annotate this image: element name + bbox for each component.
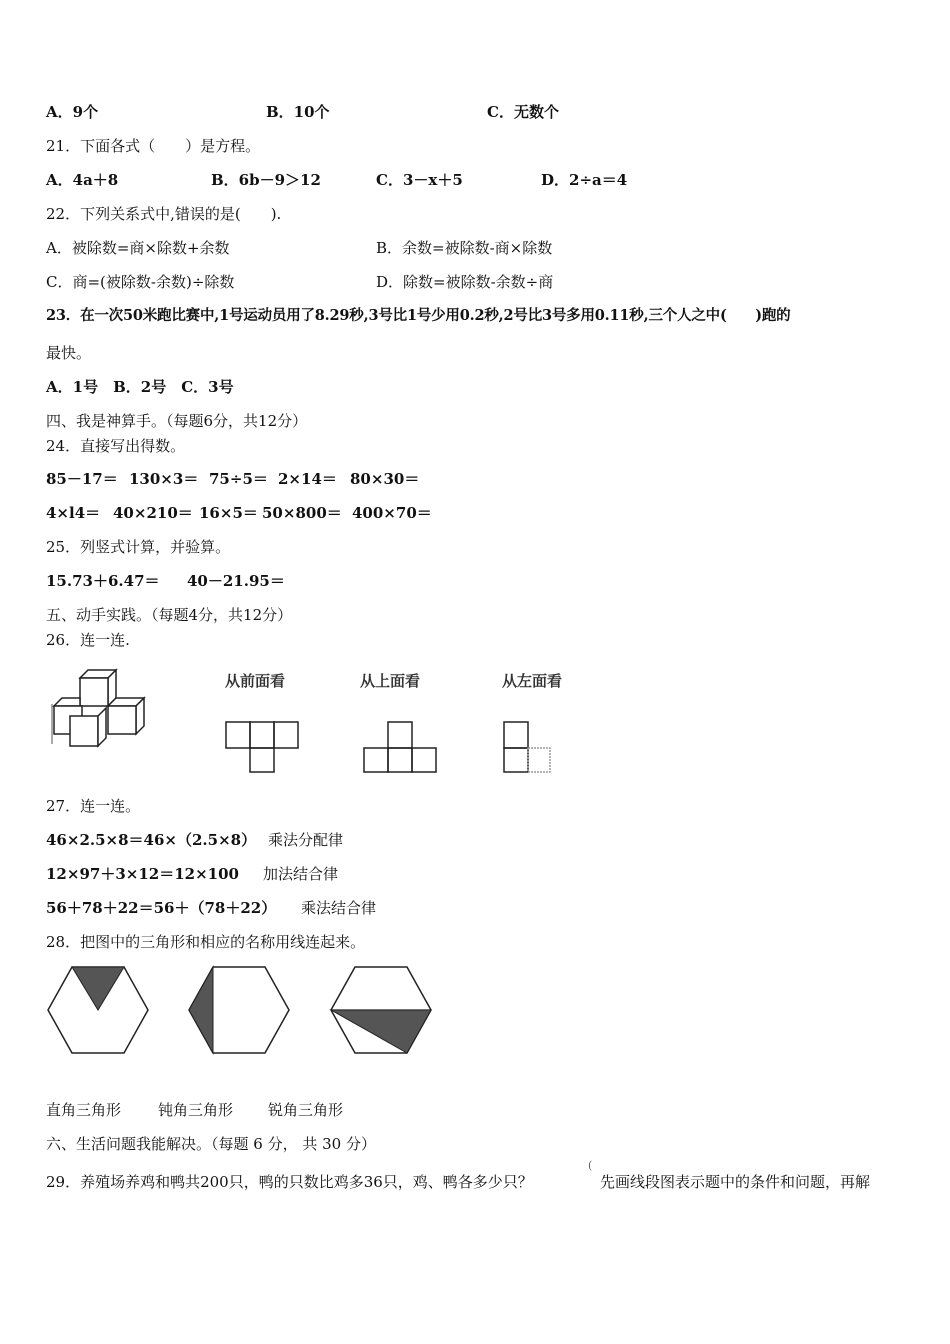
q24-row2-item: 50×800＝ [262,504,342,522]
q29-paren: ( [588,1159,593,1172]
q26-stem: 26．连一连. [46,631,130,649]
q27-expression: 12×97＋3×12＝12×100 [46,865,239,883]
hexagon-figure-1 [46,964,150,1056]
q22-option-a: A．被除数=商×除数+余数 [46,239,230,257]
view-caption-left: 从左面看 [502,672,563,690]
triangle-name: 锐角三角形 [268,1101,344,1119]
q20-option-c: C．无数个 [487,103,559,121]
q25-stem: 25．列竖式计算，并验算。 [46,538,231,556]
q21-option-d: D．2÷a＝4 [541,171,628,189]
front-view-figure [224,720,304,775]
q20-option-a: A．9个 [46,103,99,121]
triangle-name: 钝角三角形 [158,1101,234,1119]
view-caption-top: 从上面看 [360,672,421,690]
top-view-figure [362,720,442,775]
q23-stem-line2: 最快。 [46,344,92,362]
section-4-title: 四、我是神算手。（每题6分，共12分） [46,412,308,430]
q22-option-b: B．余数=被除数-商×除数 [376,239,553,257]
hexagon-figure-3 [329,964,433,1056]
q24-row2-item: 4×l4＝ [46,504,101,522]
q24-row1-item: 130×3＝ [129,470,199,488]
section-6-title: 六、生活问题我能解决。（每题 6 分， 共 30 分） [46,1135,376,1153]
q27-law: 乘法分配律 [268,831,344,849]
q24-row1-item: 75÷5＝ [209,470,268,488]
left-view-figure [502,720,562,775]
q24-stem: 24．直接写出得数。 [46,437,186,455]
q28-stem: 28．把图中的三角形和相应的名称用线连起来。 [46,933,366,951]
q29-stem: 29．养殖场养鸡和鸭共200只，鸭的只数比鸡多36只，鸡、鸭各多少只？ [46,1173,533,1191]
q27-stem: 27．连一连。 [46,797,141,815]
q24-row1-item: 2×14＝ [278,470,337,488]
q23-options: A．1号 B．2号 C．3号 [46,378,234,396]
q24-row2-item: 16×5＝ [199,504,258,522]
q23-stem-line1: 23．在一次50米跑比赛中,1号运动员用了8.29秒,3号比1号少用0.2秒,2号比3号多用0.11秒,三个人之中( )跑的 [46,307,791,324]
q21-stem: 21．下面各式（ ）是方程。 [46,137,261,155]
q27-law: 加法结合律 [263,865,339,883]
view-caption-front: 从前面看 [225,672,286,690]
hexagon-figure-2 [187,964,291,1056]
q24-row1-item: 80×30＝ [350,470,420,488]
q27-expression: 56＋78＋22＝56＋（78＋22） [46,899,277,917]
q24-row2-item: 400×70＝ [352,504,432,522]
q22-stem: 22．下列关系式中,错误的是( ). [46,205,282,223]
cube-stack-figure [50,664,160,749]
q29-hint: 先画线段图表示题中的条件和问题，再解 [600,1173,871,1191]
section-5-title: 五、动手实践。（每题4分，共12分） [46,606,293,624]
q21-option-a: A．4a＋8 [46,171,119,189]
q25-item: 15.73＋6.47＝ [46,572,160,590]
q24-row1-item: 85－17＝ [46,470,118,488]
q21-option-c: C．3－x＋5 [376,171,463,189]
q24-row2-item: 40×210＝ [113,504,193,522]
q25-item: 40－21.95＝ [187,572,285,590]
q20-option-b: B．10个 [266,103,330,121]
q21-option-b: B．6b－9＞12 [211,171,321,189]
q22-option-d: D．除数=被除数-余数÷商 [376,273,554,291]
q22-option-c: C．商=(被除数-余数)÷除数 [46,273,235,291]
triangle-name: 直角三角形 [46,1101,122,1119]
q27-expression: 46×2.5×8＝46×（2.5×8） [46,831,257,849]
q27-law: 乘法结合律 [301,899,377,917]
